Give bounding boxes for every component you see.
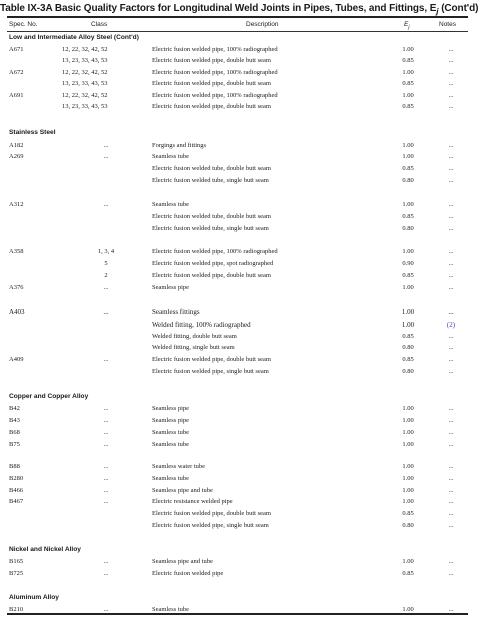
class-cell: ...: [103, 308, 109, 316]
description-cell: Seamless pipe: [152, 405, 190, 412]
table-row: [0, 474, 474, 484]
notes-cell: ...: [448, 417, 454, 424]
description-cell: Seamless pipe and tube: [152, 558, 213, 565]
spec-number: B43: [9, 417, 20, 424]
spec-number: A671: [9, 46, 24, 53]
notes-cell: ...: [448, 308, 454, 316]
ej-value: 1.00: [401, 321, 415, 329]
description-cell: Electric fusion welded pipe, double butt seam: [152, 103, 271, 110]
ej-value: 0.80: [402, 522, 414, 529]
class-cell: ...: [103, 606, 109, 613]
class-cell: ...: [103, 475, 109, 482]
ej-value: 1.00: [402, 142, 414, 149]
class-cell: ...: [103, 498, 109, 505]
section-heading: Low and Intermediate Alloy Steel (Cont'd): [9, 34, 139, 41]
ej-value: 0.80: [402, 344, 414, 351]
table-row: [0, 212, 474, 222]
class-cell: ...: [103, 463, 109, 470]
table-row: [0, 102, 474, 112]
notes-cell: ...: [448, 475, 454, 482]
description-cell: Seamless tube: [152, 153, 190, 160]
spec-number: A409: [9, 356, 24, 363]
section-heading-row: [0, 545, 474, 555]
spec-number: B165: [9, 558, 24, 565]
table-row: [0, 152, 474, 162]
spec-number: B210: [9, 606, 24, 613]
spec-number: B68: [9, 429, 20, 436]
ej-value: 0.85: [402, 510, 414, 517]
description-cell: Seamless fittings: [152, 308, 200, 316]
ej-value: 1.00: [402, 284, 414, 291]
table-row: [0, 68, 474, 78]
ej-value: 1.00: [402, 606, 414, 613]
description-cell: Seamless pipe: [152, 417, 190, 424]
section-heading: Stainless Steel: [9, 129, 56, 136]
table-bottom-rule: [7, 613, 468, 615]
notes-cell: ...: [448, 57, 454, 64]
description-cell: Electric fusion welded pipe, double butt seam: [152, 356, 271, 363]
spec-number: A403: [9, 308, 25, 316]
table-row: [0, 259, 474, 269]
notes-cell: ...: [448, 201, 454, 208]
table-row: [0, 307, 474, 317]
class-cell: ...: [103, 417, 109, 424]
description-cell: Electric fusion welded pipe, double butt seam: [152, 272, 271, 279]
description-cell: Seamless tube: [152, 441, 190, 448]
class-cell: 13, 23, 33, 43, 53: [62, 57, 108, 64]
spec-number: B466: [9, 487, 24, 494]
table-row: [0, 79, 474, 89]
table-row: [0, 56, 474, 66]
notes-cell: ...: [448, 103, 454, 110]
spec-number: A691: [9, 92, 24, 99]
class-cell: ...: [103, 356, 109, 363]
ej-value: 0.80: [402, 368, 414, 375]
class-cell: ...: [103, 487, 109, 494]
notes-cell: ...: [448, 284, 454, 291]
ej-value: 0.85: [402, 272, 414, 279]
class-cell: ...: [103, 201, 109, 208]
section-heading-row: [0, 593, 474, 603]
table-row: [0, 509, 474, 519]
ej-value: 1.00: [402, 441, 414, 448]
notes-cell: ...: [448, 522, 454, 529]
ej-value: 0.80: [402, 225, 414, 232]
class-cell: ...: [103, 441, 109, 448]
notes-cell: ...: [448, 606, 454, 613]
table-row: [0, 557, 474, 567]
table-row: [0, 486, 474, 496]
table-title: Table IX-3A Basic Quality Factors for Longitudinal Weld Joints in Pipes, Tubes, and Fittings, $E_j$ (Cont'd): [0, 3, 478, 16]
ej-value: 1.00: [401, 308, 415, 316]
section-heading-row: [0, 128, 474, 138]
table-row: [0, 367, 474, 377]
spec-number: A672: [9, 69, 24, 76]
notes-cell: ...: [448, 487, 454, 494]
spec-number: A269: [9, 153, 24, 160]
section-heading: Nickel and Nickel Alloy: [9, 546, 81, 553]
class-cell: ...: [103, 558, 109, 565]
ej-value: 1.00: [402, 463, 414, 470]
description-cell: Electric fusion welded pipe, 100% radiographed: [152, 92, 278, 99]
table-row: [0, 283, 474, 293]
description-cell: Electric fusion welded tube, double butt seam: [152, 165, 271, 172]
ej-value: 1.00: [402, 69, 414, 76]
class-cell: ...: [103, 570, 109, 577]
class-cell: ...: [103, 405, 109, 412]
description-cell: Electric fusion welded pipe, 100% radiographed: [152, 69, 278, 76]
class-cell: 12, 22, 32, 42, 52: [62, 46, 108, 53]
ej-value: 0.85: [402, 213, 414, 220]
ej-value: 1.00: [402, 429, 414, 436]
class-cell: 13, 23, 33, 43, 53: [62, 80, 108, 87]
class-cell: 12, 22, 32, 42, 52: [62, 69, 108, 76]
table-row: [0, 404, 474, 414]
description-cell: Electric fusion welded pipe, double butt seam: [152, 57, 271, 64]
notes-cell: ...: [448, 165, 454, 172]
spec-number: A358: [9, 248, 24, 255]
class-cell: 5: [104, 260, 108, 267]
description-cell: Seamless pipe and tube: [152, 487, 213, 494]
col-header-spec: Spec. No.: [9, 21, 38, 28]
spec-number: B467: [9, 498, 24, 505]
notes-cell: ...: [448, 441, 454, 448]
spec-number: A182: [9, 142, 24, 149]
table-row: [0, 428, 474, 438]
ej-value: 1.00: [402, 417, 414, 424]
spec-number: B42: [9, 405, 20, 412]
table-row: [0, 343, 474, 353]
ej-value: 0.85: [402, 570, 414, 577]
notes-cell: ...: [448, 177, 454, 184]
notes-cell: ...: [448, 46, 454, 53]
ej-value: 1.00: [402, 487, 414, 494]
class-cell: 13, 23, 33, 43, 53: [62, 103, 108, 110]
class-cell: 1, 3, 4: [97, 248, 115, 255]
table-row: [0, 141, 474, 151]
class-cell: 12, 22, 32, 42, 52: [62, 92, 108, 99]
description-cell: Electric fusion welded pipe, spot radiographed: [152, 260, 274, 267]
description-cell: Electric fusion welded pipe, double butt seam: [152, 80, 271, 87]
ej-value: 0.85: [402, 103, 414, 110]
description-cell: Electric fusion welded tube, double butt seam: [152, 213, 271, 220]
ej-value: 1.00: [402, 201, 414, 208]
description-cell: Forgings and fittings: [152, 142, 207, 149]
table-row: [0, 164, 474, 174]
ej-value: 1.00: [402, 405, 414, 412]
notes-cell: ...: [448, 260, 454, 267]
ej-value: 1.00: [402, 92, 414, 99]
ej-value: 0.85: [402, 165, 414, 172]
description-cell: Seamless tube: [152, 429, 190, 436]
table-row: [0, 569, 474, 579]
table-row: [0, 200, 474, 210]
notes-cell: ...: [448, 570, 454, 577]
notes-cell: ...: [448, 142, 454, 149]
notes-cell: ...: [448, 463, 454, 470]
notes-cell: ...: [448, 368, 454, 375]
notes-cell: (2): [446, 321, 456, 329]
description-cell: Welded fitting, 100% radiographed: [152, 321, 251, 329]
table-row: [0, 271, 474, 281]
spec-number: A312: [9, 201, 24, 208]
col-header-description: Description: [246, 21, 279, 28]
ej-value: 0.85: [402, 80, 414, 87]
spec-number: A376: [9, 284, 24, 291]
description-cell: Seamless tube: [152, 201, 190, 208]
table-row: [0, 332, 474, 342]
notes-cell: ...: [448, 153, 454, 160]
notes-cell: ...: [448, 225, 454, 232]
description-cell: Electric fusion welded pipe, 100% radiographed: [152, 248, 278, 255]
description-cell: Welded fitting, single butt seam: [152, 344, 235, 351]
table-row: [0, 355, 474, 365]
spec-number: B725: [9, 570, 24, 577]
description-cell: Seamless tube: [152, 475, 190, 482]
description-cell: Electric fusion welded pipe, double butt seam: [152, 510, 271, 517]
notes-cell: ...: [448, 498, 454, 505]
table-row: [0, 440, 474, 450]
section-heading-row: [0, 33, 474, 43]
table-row: [0, 521, 474, 531]
class-cell: ...: [103, 284, 109, 291]
description-cell: Electric fusion welded tube, single butt seam: [152, 225, 269, 232]
ej-value: 0.80: [402, 177, 414, 184]
notes-cell: ...: [448, 248, 454, 255]
table-row: [0, 91, 474, 101]
ej-value: 1.00: [402, 558, 414, 565]
ej-value: 0.85: [402, 57, 414, 64]
description-cell: Electric fusion welded pipe, single butt seam: [152, 368, 269, 375]
section-heading: Aluminum Alloy: [9, 594, 59, 601]
description-cell: Seamless tube: [152, 606, 190, 613]
class-cell: ...: [103, 142, 109, 149]
notes-cell: ...: [448, 510, 454, 517]
ej-value: 1.00: [402, 153, 414, 160]
notes-cell: ...: [448, 558, 454, 565]
notes-cell: ...: [448, 344, 454, 351]
table-row: [0, 247, 474, 257]
table-row: [0, 462, 474, 472]
table-row: [0, 224, 474, 234]
notes-cell: ...: [448, 92, 454, 99]
description-cell: Seamless pipe: [152, 284, 190, 291]
ej-value: 1.00: [402, 475, 414, 482]
table-row: [0, 320, 474, 330]
notes-cell: ...: [448, 69, 454, 76]
ej-value: 1.00: [402, 46, 414, 53]
spec-number: B88: [9, 463, 20, 470]
notes-cell: ...: [448, 213, 454, 220]
notes-cell: ...: [448, 405, 454, 412]
description-cell: Welded fitting, double butt seam: [152, 333, 237, 340]
spec-number: B280: [9, 475, 24, 482]
table-row: [0, 416, 474, 426]
ej-value: 0.85: [402, 333, 414, 340]
notes-cell: ...: [448, 356, 454, 363]
description-cell: Electric resistance welded pipe: [152, 498, 233, 505]
table-row: [0, 45, 474, 55]
notes-cell: ...: [448, 429, 454, 436]
description-cell: Electric fusion welded pipe, 100% radiographed: [152, 46, 278, 53]
col-header-ej: $E_j$: [404, 21, 410, 31]
ej-value: 0.90: [402, 260, 414, 267]
description-cell: Electric fusion welded pipe: [152, 570, 224, 577]
table-row: [0, 176, 474, 186]
description-cell: Seamless water tube: [152, 463, 206, 470]
table-row: [0, 497, 474, 507]
ej-value: 1.00: [402, 498, 414, 505]
notes-cell: ...: [448, 272, 454, 279]
section-heading-row: [0, 392, 474, 402]
section-heading: Copper and Copper Alloy: [9, 393, 89, 400]
spec-number: B75: [9, 441, 20, 448]
class-cell: ...: [103, 429, 109, 436]
col-header-class: Class: [91, 21, 108, 28]
ej-value: 1.00: [402, 248, 414, 255]
notes-cell: ...: [448, 80, 454, 87]
class-cell: 2: [104, 272, 108, 279]
ej-value: 0.85: [402, 356, 414, 363]
notes-cell: ...: [448, 333, 454, 340]
description-cell: Electric fusion welded pipe, single butt seam: [152, 522, 269, 529]
class-cell: ...: [103, 153, 109, 160]
col-header-notes: Notes: [439, 21, 456, 28]
description-cell: Electric fusion welded tube, single butt seam: [152, 177, 269, 184]
